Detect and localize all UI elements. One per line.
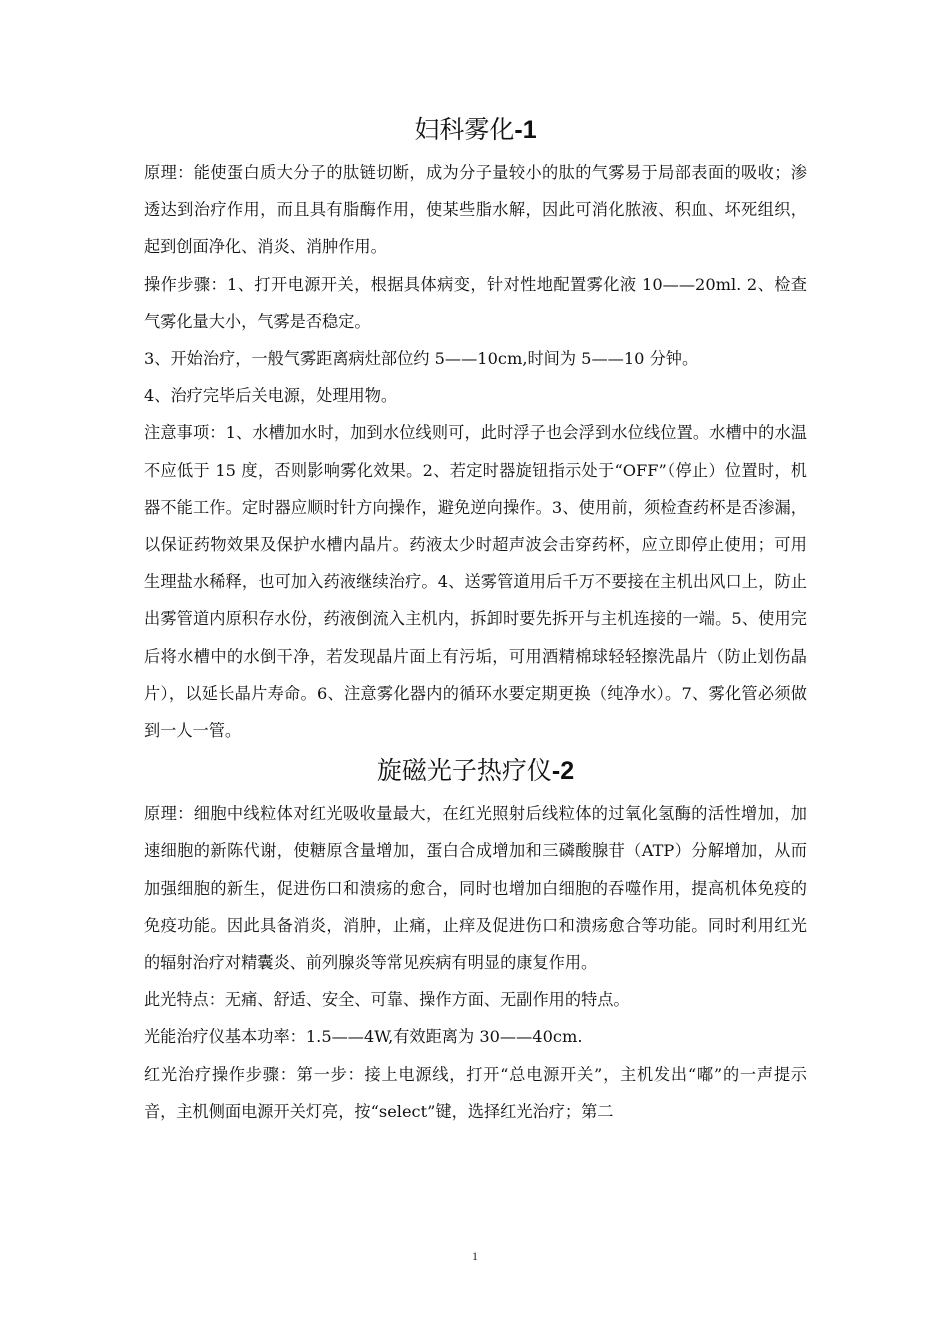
paragraph-principle: 原理：细胞中线粒体对红光吸收量最大，在红光照射后线粒体的过氧化氢酶的活性增加，加速细胞的新陈代谢，使糖原含量增加，蛋白合成增加和三磷酸腺苷（ATP）分解增加，从而加强细胞的新生，促进伤口和溃疡的愈合，同时也增加白细胞的吞噬作用，提高机体免疫的免疫功能。因此具备消炎，消肿，止痛，止痒及促进伤口和溃疡愈合等功能。同时利用红光的辐射治疗对精囊炎、前列腺炎等常见疾病有明显的康复作用。 [144, 804, 807, 973]
section-title-number: -2 [551, 757, 575, 786]
section-title-text: 旋磁光子热疗仪 [376, 756, 552, 786]
paragraph-principle: 原理：能使蛋白质大分子的肽链切断，成为分子量较小的肽的气雾易于局部表面的吸收；渗透达到治疗作用，而且具有脂酶作用，使某些脂水解，因此可消化脓液、积血、坏死组织，起到创面净化、消炎、消肿作用。 [144, 163, 807, 257]
paragraph-features: 此光特点：无痛、舒适、安全、可靠、操作方面、无副作用的特点。 [144, 990, 630, 1010]
paragraph-step-3: 3、开始治疗，一般气雾距离病灶部位约 5——10cm,时间为 5——10 分钟。 [144, 349, 699, 369]
paragraph-steps: 操作步骤：1、打开电源开关，根据具体病变，针对性地配置雾化液 10——20ml. 2、检查气雾化量大小，气雾是否稳定。 [144, 274, 807, 331]
page-content [144, 108, 807, 1130]
section-title-photon-therapy [144, 749, 807, 793]
section-title-text: 妇科雾化 [414, 115, 515, 144]
paragraph-power: 光能治疗仪基本功率：1.5——4W,有效距离为 30——40cm. [144, 1027, 583, 1047]
section-title-number: -1 [514, 116, 537, 144]
page-number: 1 [472, 1249, 478, 1263]
section-title-gyn-nebulization [144, 108, 807, 152]
paragraph-step-4: 4、治疗完毕后关电源，处理用物。 [144, 386, 398, 406]
paragraph-red-light-steps: 红光治疗操作步骤：第一步：接上电源线，打开“总电源开关”，主机发出“嘟”的一声提示音，主机侧面电源开关灯亮，按“select”键，选择红光治疗；第二 [144, 1064, 807, 1121]
paragraph-precautions: 注意事项：1、水槽加水时，加到水位线则可，此时浮子也会浮到水位线位置。水槽中的水温不应低于 15 度，否则影响雾化效果。2、若定时器旋钮指示处于“OFF”（停止）位置时，机器不能工作。定时器应顺时针方向操作，避免逆向操作。3、使用前，须检查药杯是否渗漏，以保证药物效果及保护水槽内晶片。药液太少时超声波会击穿药杯，应立即停止使用；可用生理盐水稀释，也可加入药液继续治疗。4、送雾管道用后千万不要接在主机出风口上，防止出雾管道内原积存水份，药液倒流入主机内，拆卸时要先拆开与主机连接的一端。5、使用完后将水槽中的水倒干净，若发现晶片面上有污垢，可用酒精棉球轻轻擦洗晶片（防止划伤晶片），以延长晶片寿命。6、注意雾化器内的循环水要定期更换（纯净水）。7、雾化管必须做到一人一管。 [144, 423, 807, 741]
